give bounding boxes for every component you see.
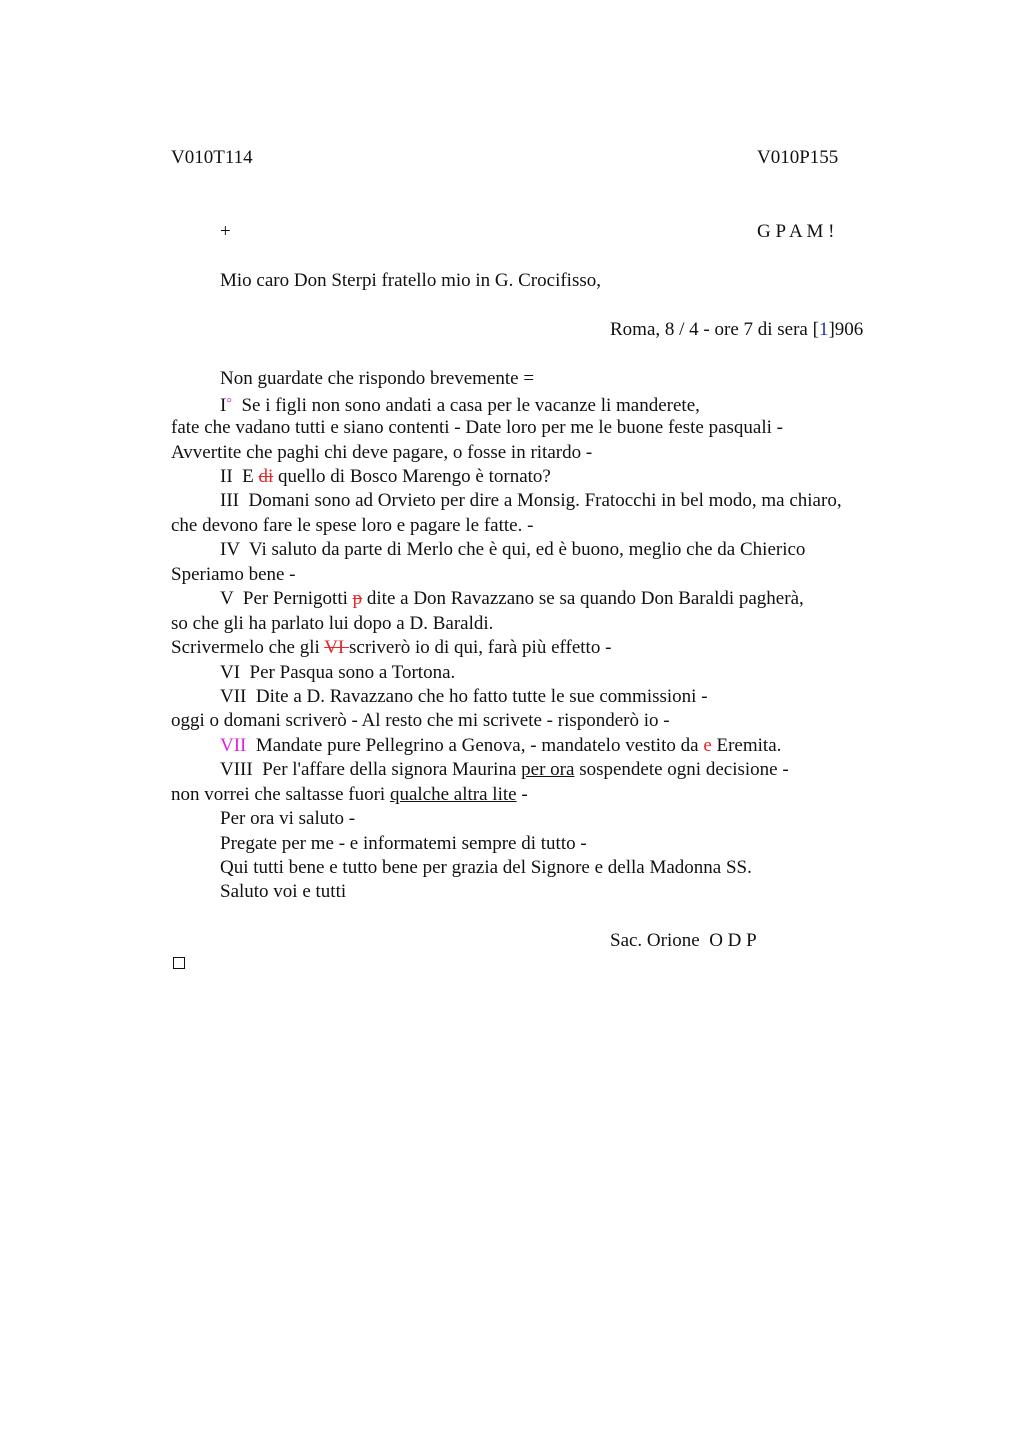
- doc-code-left: V010T114: [171, 147, 253, 168]
- body-line: [220, 392, 700, 418]
- doc-code-right: V010P155: [757, 147, 839, 168]
- body-line: [171, 636, 611, 660]
- checkbox-square-icon: [173, 957, 185, 969]
- line-text: non vorrei che saltasse fuori: [171, 784, 390, 805]
- item-number: I: [220, 395, 227, 416]
- line-text: Scrivermelo che gli: [171, 637, 325, 658]
- line-text: Mandate pure Pellegrino a Genova, - mandatelo vestito da: [246, 735, 704, 756]
- body-line: [220, 758, 789, 782]
- body-line: che devono fare le spese loro e pagare le fatte. -: [171, 515, 534, 536]
- body-line: Avvertite che paghi chi deve pagare, o fosse in ritardo -: [171, 442, 593, 463]
- flagged-text: e: [703, 735, 712, 756]
- body-line: IV Vi saluto da parte di Merlo che è qui, ed è buono, meglio che da Chierico: [220, 539, 806, 560]
- editorial-insertion: 1: [818, 319, 829, 340]
- line-text: scriverò io di qui, farà più effetto -: [349, 637, 612, 658]
- annotated-item-number: VII: [220, 735, 247, 756]
- line-text: V Per Pernigotti: [220, 588, 353, 609]
- body-line: VI Per Pasqua sono a Tortona.: [220, 662, 456, 683]
- line-text: Eremita.: [711, 735, 782, 756]
- underlined-text: qualche altra lite: [389, 784, 517, 805]
- body-line: Per ora vi saluto -: [220, 808, 356, 829]
- body-line: Non guardate che rispondo brevemente =: [220, 368, 535, 389]
- line-text: -: [516, 784, 528, 805]
- body-line: fate che vadano tutti e siano contenti - Date loro per me le buone feste pasquali -: [171, 417, 783, 438]
- line-text: VIII Per l'affare della signora Maurina: [220, 759, 522, 780]
- body-line: [220, 587, 804, 611]
- body-line: [220, 734, 781, 758]
- degree-mark: °: [226, 396, 232, 411]
- body-line: III Domani sono ad Orvieto per dire a Monsig. Fratocchi in bel modo, ma chiaro,: [220, 490, 842, 511]
- motto: G P A M !: [757, 221, 835, 242]
- line-text: quello di Bosco Marengo è tornato?: [273, 466, 551, 487]
- underlined-text: per ora: [521, 759, 575, 780]
- line-text: Se i figli non sono andati a casa per le vacanze li manderete,: [231, 395, 700, 416]
- salutation: Mio caro Don Sterpi fratello mio in G. Crocifisso,: [220, 270, 601, 291]
- body-line: VII Dite a D. Ravazzano che ho fatto tutte le sue commissioni -: [220, 686, 708, 707]
- cross-symbol: +: [220, 221, 231, 242]
- line-text: II E: [220, 466, 259, 487]
- body-line: [171, 783, 528, 807]
- body-line: Saluto voi e tutti: [220, 881, 347, 902]
- dateline: [610, 318, 863, 342]
- deleted-text: p: [352, 588, 363, 609]
- body-line: Pregate per me - e informatemi sempre di tutto -: [220, 833, 587, 854]
- deleted-text: VI: [324, 637, 349, 658]
- deleted-text: di: [258, 466, 274, 487]
- body-line: Qui tutti bene e tutto bene per grazia del Signore e della Madonna SS.: [220, 857, 752, 878]
- body-line: so che gli ha parlato lui dopo a D. Baraldi.: [171, 613, 494, 634]
- signature: Sac. Orione O D P: [610, 930, 757, 951]
- dateline-suffix: ]906: [828, 319, 864, 340]
- line-text: sospendete ogni decisione -: [574, 759, 789, 780]
- body-line: oggi o domani scriverò - Al resto che mi scrivete - risponderò io -: [171, 710, 670, 731]
- body-line: [220, 465, 551, 489]
- line-text: dite a Don Ravazzano se sa quando Don Baraldi pagherà,: [362, 588, 804, 609]
- body-line: Speriamo bene -: [171, 564, 296, 585]
- dateline-prefix: Roma, 8 / 4 - ore 7 di sera [: [610, 319, 819, 340]
